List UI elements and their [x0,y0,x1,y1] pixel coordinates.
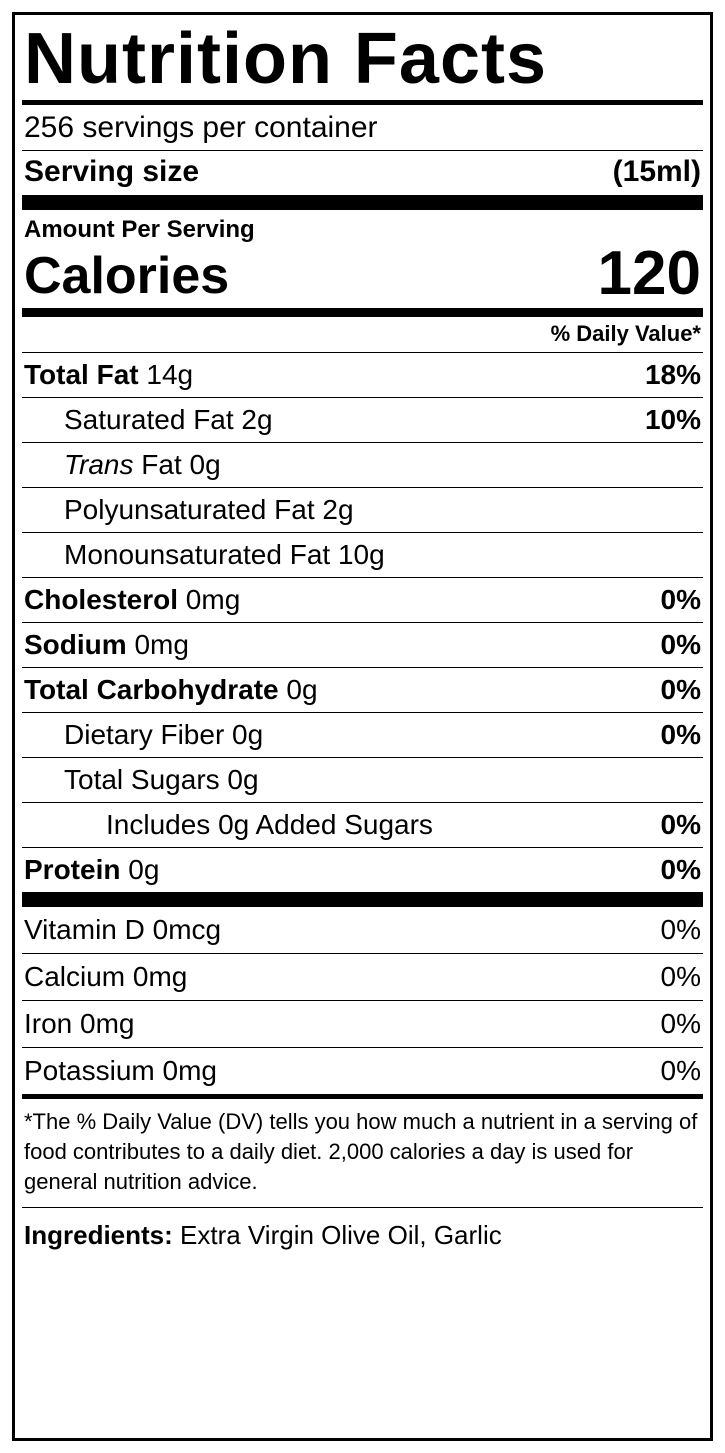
divider-thick-top [22,195,703,210]
nutrient-row [22,848,703,892]
vitamin-row [22,1048,703,1094]
servings-per-container: 256 servings per container [24,111,378,144]
calories-row [22,239,703,308]
daily-value-header: % Daily Value* [550,321,701,346]
ingredients [22,1208,703,1252]
nutrient-name: Saturated Fat 2g [64,404,273,435]
daily-value-footnote: *The % Daily Value (DV) tells you how much a nutrient in a serving of food contributes to a daily diet. 2,000 calories a day is used for general nutrition advice. [24,1109,698,1194]
calories-value: 120 [597,239,701,308]
nutrient-row [22,443,703,487]
ingredients-label: Ingredients: [24,1220,173,1250]
nutrient-dv: 0% [660,809,701,840]
calories-label: Calories [24,247,230,305]
nutrient-name: Total Carbohydrate 0g [24,674,318,705]
nutrient-row [22,758,703,802]
nutrient-name: Cholesterol 0mg [24,584,241,615]
nutrient-name: Includes 0g Added Sugars [106,809,433,840]
amount-per-serving: Amount Per Serving [24,216,255,243]
label-content [22,20,703,1252]
divider-under-calories [22,308,703,317]
nutrient-row [22,488,703,532]
vitamin-name: Calcium 0mg [24,961,188,992]
vitamin-dv: 0% [660,1008,701,1039]
vitamin-name: Iron 0mg [24,1008,135,1039]
nutrient-dv: 10% [644,404,701,435]
nutrient-name: Total Fat 14g [24,359,194,390]
serving-size-row [22,151,703,195]
nutrient-row [22,803,703,847]
nutrient-dv: 0% [660,854,701,885]
vitamin-row [22,907,703,953]
nutrient-dv: 0% [660,584,701,615]
nutrient-dv: 0% [660,719,701,750]
vitamin-dv: 0% [660,961,701,992]
nutrient-name: Monounsaturated Fat 10g [64,539,385,570]
vitamin-dv: 0% [660,914,701,945]
nutrient-row [22,713,703,757]
nutrient-dv: 0% [660,674,701,705]
nutrient-name: Dietary Fiber 0g [64,719,264,750]
page-title: Nutrition Facts [24,19,548,99]
nutrient-row [22,353,703,397]
nutrient-dv: 0% [660,629,701,660]
divider-thick-bottom [22,892,703,907]
nutrient-row [22,668,703,712]
nutrient-row [22,398,703,442]
nutrient-name: Total Sugars 0g [64,764,259,795]
nutrient-name: Polyunsaturated Fat 2g [64,494,354,525]
nutrient-name: Sodium 0mg [24,629,189,660]
serving-size-value: (15ml) [612,155,701,188]
vitamin-name: Vitamin D 0mcg [24,914,222,945]
nutrient-row [22,623,703,667]
ingredients-value: Extra Virgin Olive Oil, Garlic [172,1220,502,1250]
vitamin-row [22,1001,703,1047]
vitamin-row [22,954,703,1000]
nutrient-dv: 18% [644,359,701,390]
vitamin-dv: 0% [660,1055,701,1086]
serving-size-label: Serving size [24,155,200,188]
nutrient-name: Trans Fat 0g [64,449,221,480]
nutrient-row [22,578,703,622]
nutrient-row [22,533,703,577]
vitamin-name: Potassium 0mg [24,1055,217,1086]
nutrient-name: Protein 0g [24,854,160,885]
